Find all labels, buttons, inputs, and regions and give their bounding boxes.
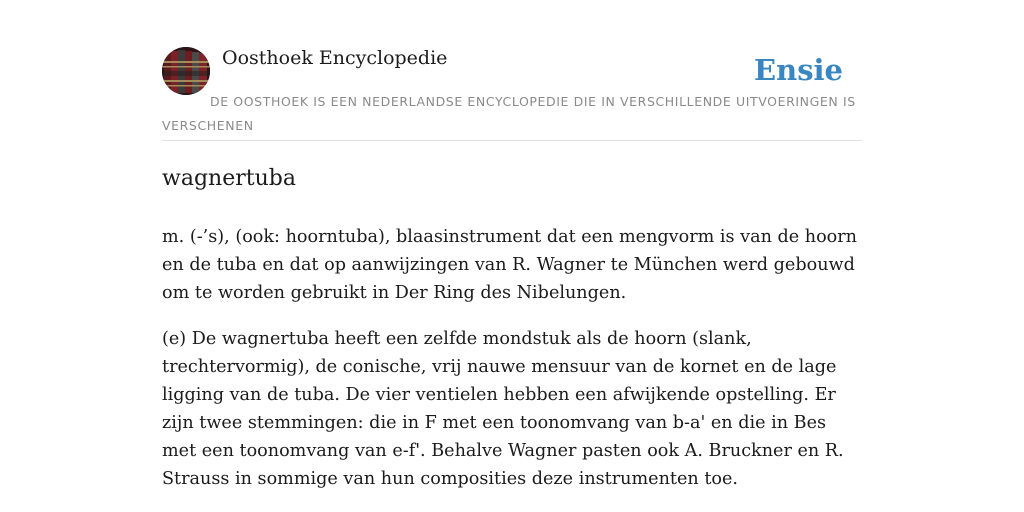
site-tagline: DE OOSTHOEK IS EEN NEDERLANDSE ENCYCLOPEDIE DIE IN VERSCHILLENDE UITVOERINGEN IS VERSCHENEN (162, 94, 856, 133)
article-title: wagnertuba (162, 166, 296, 191)
article-paragraph: m. (-’s), (ook: hoorntuba), blaasinstrument dat een mengvorm is van de hoorn en de tuba en dat op aanwijzingen van R. Wagner te München werd gebouwd om te worden gebruikt in Der Ring des Nibelungen. (162, 227, 858, 303)
header (162, 46, 862, 141)
encyclopedia-books-icon[interactable] (162, 47, 210, 95)
article-paragraph: (e) De wagnertuba heeft een zelfde mondstuk als de hoorn (slank, trechtervormig), de conische, vrij nauwe mensuur van de kornet en de lage ligging van de tuba. De vier ventielen hebben een afwijkende opstelling. Er zijn twee stemmingen: die in F met een toonomvang van b-a' en die in Bes met een toonomvang van e-f'. Behalve Wagner pasten ook A. Bruckner en R. Strauss in sommige van hun composities deze instrumenten toe. (162, 329, 844, 489)
site-name[interactable]: Oosthoek Encyclopedie (222, 47, 448, 69)
article (162, 160, 864, 511)
brand-logo[interactable]: Ensie (754, 53, 843, 87)
